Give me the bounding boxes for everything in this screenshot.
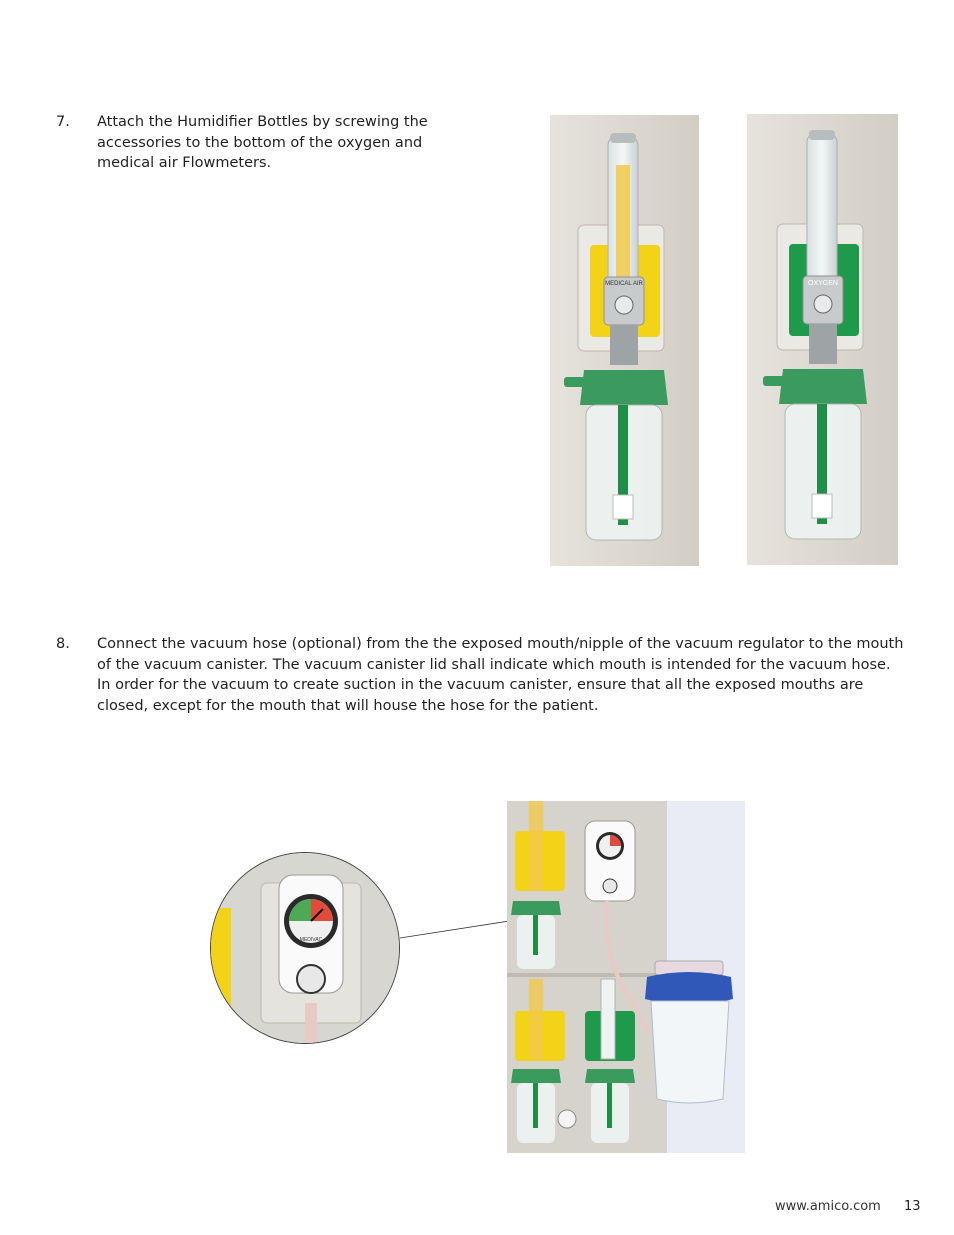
step-text: Attach the Humidifier Bottles by screwing the accessories to the bottom of the oxygen and medical air Flowmeters.	[97, 114, 428, 171]
vacuum-brand: MEDIVAC	[299, 937, 323, 943]
oxygen-label: OXYGEN	[808, 280, 838, 287]
medical-air-flowmeter-photo	[550, 115, 699, 566]
page-number: 13	[904, 1199, 921, 1214]
vacuum-regulator-zoom-photo	[210, 852, 400, 1044]
step-number: 7.	[56, 114, 70, 130]
footer-url[interactable]: www.amico.com	[775, 1199, 881, 1214]
vacuum-canister-setup-photo	[507, 801, 745, 1153]
step-8	[56, 634, 906, 724]
step-text: Connect the vacuum hose (optional) from the the exposed mouth/nipple of the vacuum regulator to the mouth of the vacuum canister. The vacuum canister lid shall indicate which mouth is intended for the vacuum hose. In order for the vacuum to create suction in the vacuum canister, ensure that all the exposed mouths are closed, except for the mouth that will house the hose for the patient.	[97, 636, 904, 714]
step-7	[56, 112, 476, 182]
step-number: 8.	[56, 636, 70, 652]
air-label: MEDICAL AIR	[605, 281, 643, 287]
oxygen-flowmeter-photo	[747, 114, 898, 565]
